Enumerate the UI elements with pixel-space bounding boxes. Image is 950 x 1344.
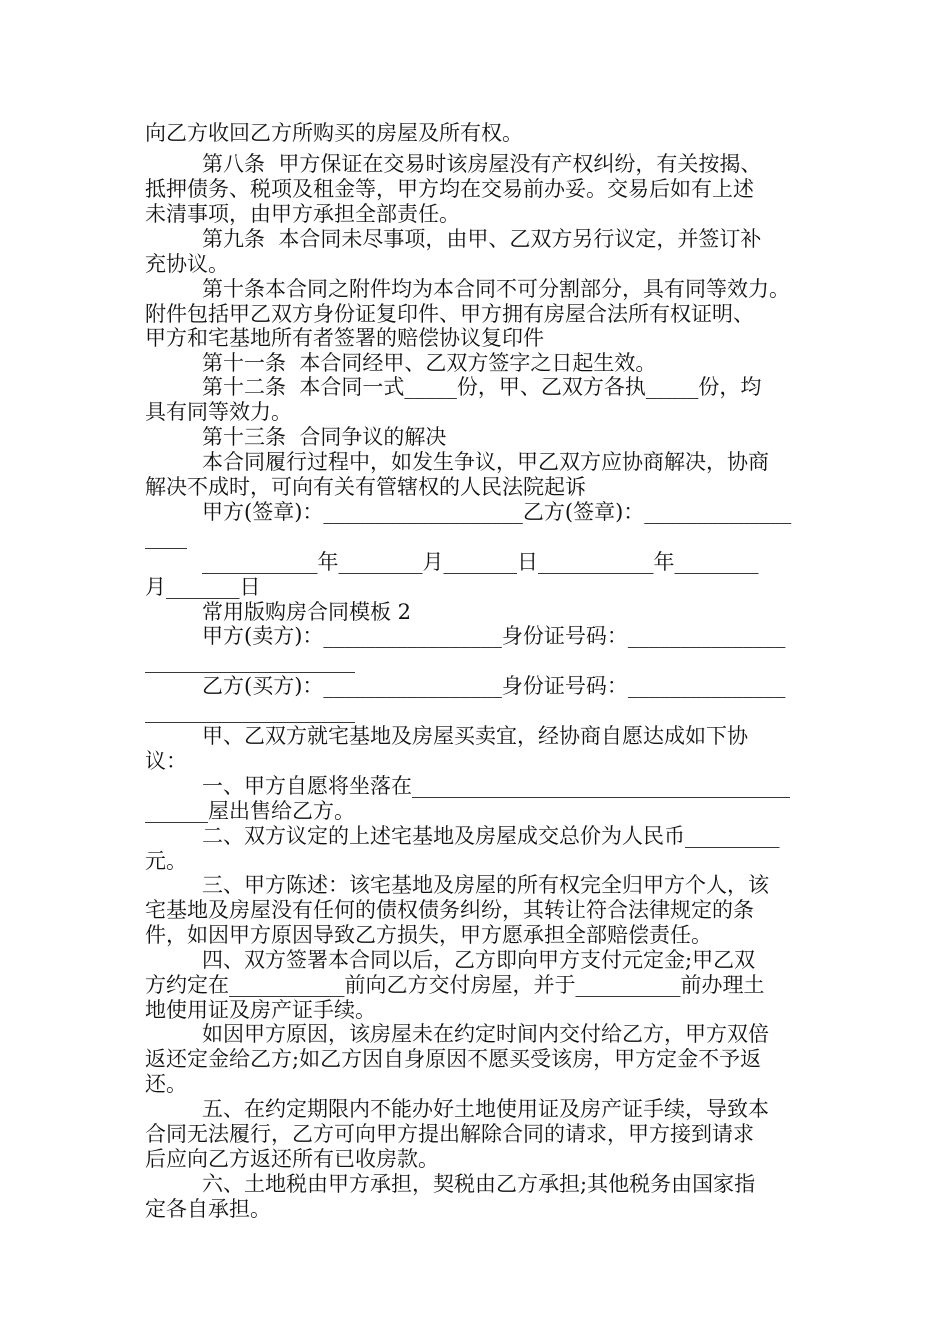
party-b-line: 乙方(买方)：_________________身份证号码：_______________: [202, 674, 786, 698]
text-line: 如因甲方原因，该房屋未在约定时间内交付给乙方，甲方双倍: [202, 1022, 769, 1046]
text-line: 地使用证及房产证手续。: [145, 998, 376, 1022]
text-line: 件，如因甲方原因导致乙方损失，甲方愿承担全部赔偿责任。: [145, 923, 712, 947]
clause-2-line: 二、双方议定的上述宅基地及房屋成交总价为人民币_________: [202, 824, 780, 848]
text-line: 还。: [145, 1072, 187, 1096]
text-line: 甲方和宅基地所有者签署的赔偿协议复印件: [145, 326, 544, 350]
clause-8-heading: 第八条 甲方保证在交易时该房屋没有产权纠纷，有关按揭、: [202, 152, 762, 176]
clause-11-heading: 第十一条 本合同经甲、乙双方签字之日起生效。: [202, 351, 657, 375]
text-line: 未清事项，由甲方承担全部责任。: [145, 202, 460, 226]
text-line: 附件包括甲乙双方身份证复印件、甲方拥有房屋合法所有权证明、: [145, 302, 754, 326]
text-line: ______屋出售给乙方。: [145, 799, 355, 823]
clause-3-line: 三、甲方陈述：该宅基地及房屋的所有权完全归甲方个人，该: [202, 873, 769, 897]
text-line: 解决不成时，可向有关有管辖权的人民法院起诉: [145, 475, 586, 499]
signature-line: 甲方(签章)：___________________乙方(签章)：______________: [202, 500, 792, 524]
clause-12-heading: 第十二条 本合同一式_____份，甲、乙双方各执_____份，均: [202, 375, 762, 399]
party-a-line-continued: ____________________: [145, 649, 355, 673]
clause-13-heading: 第十三条 合同争议的解决: [202, 425, 447, 449]
text-line: 甲、乙双方就宅基地及房屋买卖宜，经协商自愿达成如下协: [202, 724, 748, 748]
date-line: ___________年________月_______日___________年________: [202, 550, 759, 574]
text-line: 定各自承担。: [145, 1197, 271, 1221]
signature-line-continued: ____: [145, 525, 187, 549]
text-line: 合同无法履行，乙方可向甲方提出解除合同的请求，甲方接到请求: [145, 1122, 754, 1146]
party-b-line-continued: ____________________: [145, 699, 355, 723]
section-title: 常用版购房合同模板 2: [202, 600, 412, 624]
text-line: 返还定金给乙方;如乙方因自身原因不愿买受该房，甲方定金不予返: [145, 1047, 762, 1071]
text-line: 元。: [145, 849, 187, 873]
clause-4-line: 四、双方签署本合同以后，乙方即向甲方支付元定金;甲乙双: [202, 948, 756, 972]
text-line: 具有同等效力。: [145, 400, 292, 424]
clause-9-heading: 第九条 本合同未尽事项，由甲、乙双方另行议定，并签订补: [202, 227, 762, 251]
clause-10-heading: 第十条本合同之附件均为本合同不可分割部分，具有同等效力。: [202, 277, 790, 301]
clause-5-line: 五、在约定期限内不能办好土地使用证及房产证手续，导致本: [202, 1097, 769, 1121]
text-line: 议：: [145, 749, 187, 773]
text-line: 宅基地及房屋没有任何的债权债务纠纷，其转让符合法律规定的条: [145, 898, 754, 922]
text-line: 充协议。: [145, 252, 229, 276]
text-line: 向乙方收回乙方所购买的房屋及所有权。: [145, 121, 523, 145]
party-a-line: 甲方(卖方)：_________________身份证号码：_______________: [202, 624, 786, 648]
text-line: 本合同履行过程中，如发生争议，甲乙双方应协商解决，协商: [202, 450, 769, 474]
clause-1-line: 一、甲方自愿将坐落在____________________________________: [202, 774, 790, 798]
text-line: 抵押债务、税项及租金等，甲方均在交易前办妥。交易后如有上述: [145, 177, 754, 201]
text-line: 方约定在___________前向乙方交付房屋，并于__________前办理土: [145, 973, 765, 997]
clause-6-line: 六、土地税由甲方承担，契税由乙方承担;其他税务由国家指: [202, 1172, 756, 1196]
text-line: 后应向乙方返还所有已收房款。: [145, 1147, 439, 1171]
date-line-continued: 月_______日: [145, 575, 261, 599]
